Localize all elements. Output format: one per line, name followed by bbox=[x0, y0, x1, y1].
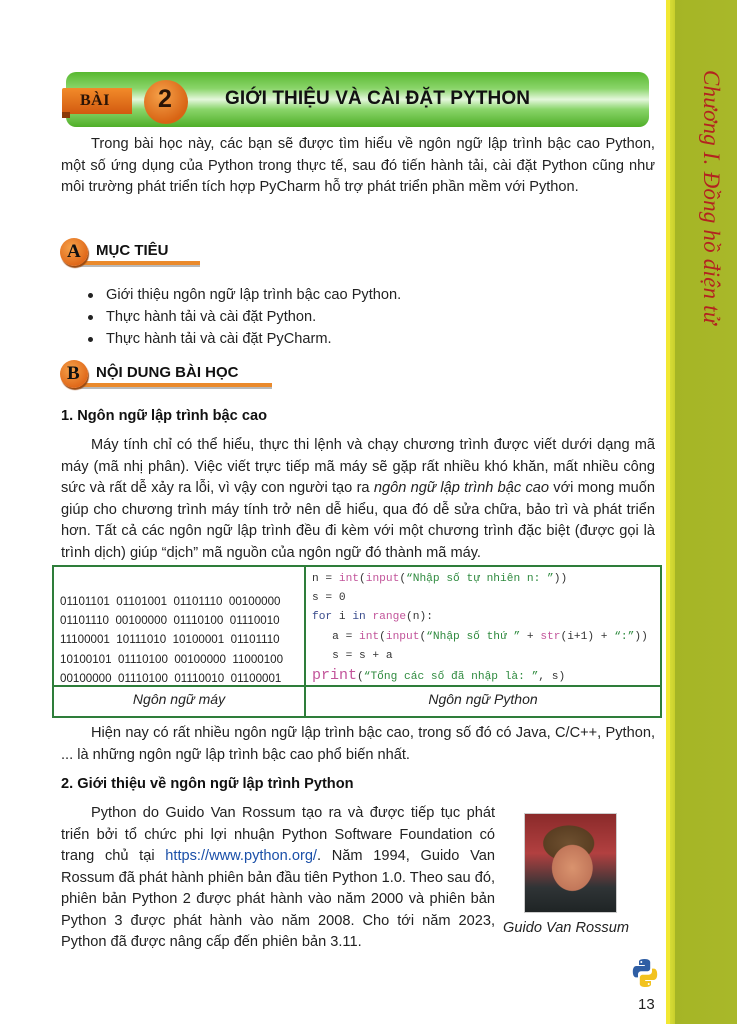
intro-paragraph bbox=[61, 134, 655, 199]
subsection-heading-1: 1. Ngôn ngữ lập trình bậc cao bbox=[61, 408, 267, 424]
paragraph-text: với mong muốn giúp cho chương trình máy tính trở nên dễ hiểu, qua đó dễ sửa chữa, bảo trì và phát triển hơn. Tất cả các ngôn ngữ lập trình đều đi kèm với một chương trình đặc biệt (được gọi là trình dịch) giúp “dịch” mã nguồn của ngôn ngữ đó thành mã máy. bbox=[61, 480, 655, 561]
photo-caption: Guido Van Rossum bbox=[503, 920, 629, 936]
paragraph-text: Python do Guido Van Rossum tạo ra và được tiếp tục phát triển bởi tổ chức phi lợi nhuận Python Software Foundation có trang chủ tại bbox=[61, 805, 495, 864]
binary-row: 01101101 01101001 01101110 00100000 bbox=[60, 595, 281, 608]
language-comparison-table bbox=[52, 565, 662, 718]
paragraph-text: Máy tính chỉ có thể hiểu, thực thi lệnh và chạy chương trình được viết dưới dạng mã máy (mã nhị phân). Việc viết trực tiếp mã máy sẽ gặp rất nhiều khó khăn, mất nhiều công sức và rất dễ xảy ra lỗi, vì vậy con người tạo ra bbox=[61, 437, 655, 496]
badge-label: BÀI bbox=[80, 92, 110, 109]
popular-languages-paragraph bbox=[61, 723, 655, 766]
code-line: a = int(input(“Nhập số thứ ” + str(i+1) + “:”)) bbox=[312, 630, 648, 643]
paragraph-text: . Năm 1994, Guido Van Rossum đã phát hành phiên bản đầu tiên Python 1.0. Theo sau đó, phiên bản Python 2 được phát hành vào năm 2000 và phiên bản Python 3 được phát hành vào năm 2008. Cho tới năm 2023, Python đã được nâng cấp đến phiên bản 3.11. bbox=[61, 848, 495, 950]
list-item: Thực hành tải và cài đặt PyCharm. bbox=[88, 328, 401, 350]
python-logo-icon bbox=[629, 957, 661, 989]
binary-row: 10100101 01110100 00100000 11000100 bbox=[60, 652, 284, 666]
emphasized-term: ngôn ngữ lập trình bậc cao bbox=[373, 480, 549, 496]
code-line: s = 0 bbox=[312, 592, 346, 605]
binary-row: 11100001 10111010 10100001 01101110 bbox=[60, 633, 280, 647]
section-underline bbox=[80, 261, 200, 265]
lesson-title: GIỚI THIỆU VÀ CÀI ĐẶT PYTHON bbox=[225, 88, 531, 109]
section-title: NỘI DUNG BÀI HỌC bbox=[96, 364, 239, 381]
intro-text: Trong bài học này, các bạn sẽ được tìm hiểu về ngôn ngữ lập trình bậc cao Python, một số ứng dụng của Python trong thực tế, sau đó tiến hành tải, cài đặt Python cũng như môi trường phát triển tích hợp PyCharm hỗ trợ phát triển phần mềm với Python. bbox=[61, 136, 655, 195]
section-underline bbox=[80, 383, 272, 387]
code-line: for i in range(n): bbox=[312, 611, 433, 624]
section-a-heading bbox=[60, 238, 380, 268]
paragraph-text: Hiện nay có rất nhiều ngôn ngữ lập trình bậc cao, trong số đó có Java, C/C++, Python, ... là những ngôn ngữ lập trình bậc cao phổ biến nhất. bbox=[61, 725, 655, 763]
section-letter: A bbox=[67, 241, 81, 262]
lesson-badge bbox=[62, 82, 180, 118]
caption-python-language: Ngôn ngữ Python bbox=[428, 691, 538, 707]
high-level-language-paragraph bbox=[61, 435, 655, 564]
code-line: print(“Tổng các số đã nhập là: ”, s) bbox=[312, 667, 566, 685]
binary-row: 00100000 01110100 01110010 01100001 bbox=[60, 671, 282, 685]
binary-row: 01101110 00100000 01110100 01110010 bbox=[60, 614, 280, 628]
objectives-list bbox=[88, 284, 401, 350]
subsection-heading-2: 2. Giới thiệu về ngôn ngữ lập trình Python bbox=[61, 776, 354, 792]
python-code-block bbox=[312, 570, 648, 687]
machine-code-block bbox=[60, 592, 283, 688]
guido-van-rossum-photo bbox=[524, 813, 617, 913]
badge-ribbon-fold bbox=[62, 112, 70, 118]
code-line: n = int(input(“Nhập số tự nhiên n: ”)) bbox=[312, 573, 568, 585]
badge-number: 2 bbox=[158, 85, 172, 113]
section-title: MỤC TIÊU bbox=[96, 242, 169, 259]
page-number: 13 bbox=[638, 996, 655, 1013]
caption-machine-language: Ngôn ngữ máy bbox=[132, 691, 226, 707]
code-line: s = s + a bbox=[312, 649, 393, 662]
list-item: Giới thiệu ngôn ngữ lập trình bậc cao Python. bbox=[88, 284, 401, 306]
python-org-link[interactable]: https://www.python.org/ bbox=[165, 848, 317, 864]
python-history-paragraph bbox=[61, 803, 495, 954]
section-b-heading bbox=[60, 360, 380, 390]
chapter-side-title: Chương I. Đồng hồ điện tử bbox=[699, 70, 724, 325]
list-item: Thực hành tải và cài đặt Python. bbox=[88, 306, 401, 328]
section-letter: B bbox=[67, 363, 80, 384]
